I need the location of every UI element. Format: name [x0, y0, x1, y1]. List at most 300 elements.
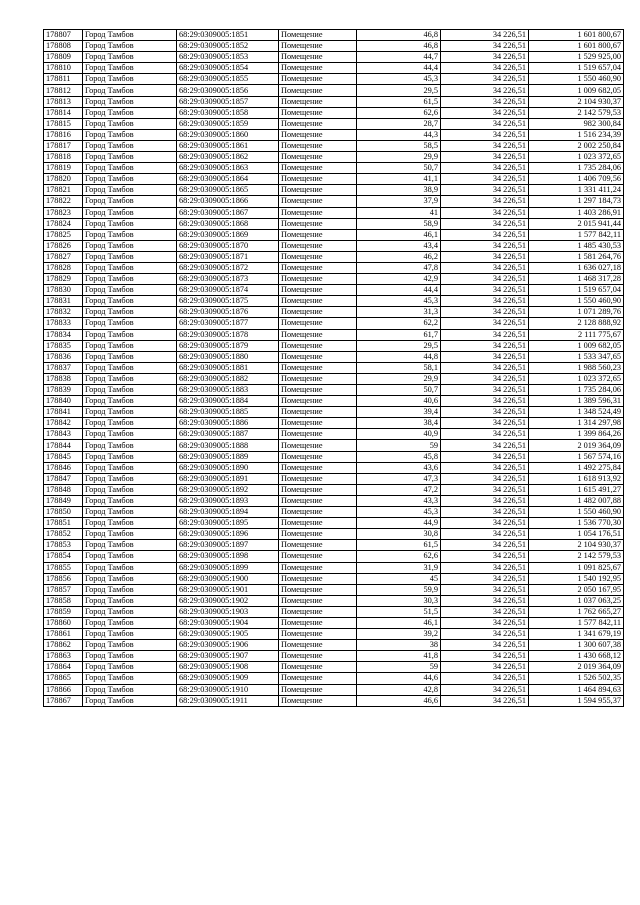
- area-cell: 30,3: [357, 595, 441, 606]
- unit-price-cell: 34 226,51: [441, 640, 529, 651]
- table-row: [44, 41, 624, 52]
- table-row: [44, 385, 624, 396]
- area-cell: 62,6: [357, 551, 441, 562]
- row-id-cell: 178859: [44, 606, 83, 617]
- table-row: [44, 662, 624, 673]
- row-id-cell: 178823: [44, 207, 83, 218]
- cadastral-value-cell: 1 399 864,26: [529, 429, 624, 440]
- unit-price-cell: 34 226,51: [441, 262, 529, 273]
- city-cell: Город Тамбов: [83, 617, 177, 628]
- cadastral-value-cell: 2 111 775,67: [529, 329, 624, 340]
- object-type-cell: Помещение: [279, 429, 357, 440]
- table-row: [44, 606, 624, 617]
- city-cell: Город Тамбов: [83, 673, 177, 684]
- cadastral-value-cell: 1 601 800,67: [529, 41, 624, 52]
- cadastral-number-cell: 68:29:0309005:1868: [177, 218, 279, 229]
- cadastral-number-cell: 68:29:0309005:1870: [177, 240, 279, 251]
- object-type-cell: Помещение: [279, 74, 357, 85]
- city-cell: Город Тамбов: [83, 296, 177, 307]
- row-id-cell: 178807: [44, 30, 83, 41]
- unit-price-cell: 34 226,51: [441, 495, 529, 506]
- cadastral-number-cell: 68:29:0309005:1876: [177, 307, 279, 318]
- unit-price-cell: 34 226,51: [441, 584, 529, 595]
- row-id-cell: 178812: [44, 85, 83, 96]
- row-id-cell: 178851: [44, 518, 83, 529]
- row-id-cell: 178835: [44, 340, 83, 351]
- table-row: [44, 262, 624, 273]
- unit-price-cell: 34 226,51: [441, 274, 529, 285]
- area-cell: 61,5: [357, 540, 441, 551]
- unit-price-cell: 34 226,51: [441, 662, 529, 673]
- cadastral-value-cell: 1 430 668,12: [529, 651, 624, 662]
- object-type-cell: Помещение: [279, 651, 357, 662]
- cadastral-value-cell: 2 019 364,09: [529, 662, 624, 673]
- row-id-cell: 178816: [44, 129, 83, 140]
- unit-price-cell: 34 226,51: [441, 473, 529, 484]
- cadastral-value-cell: 1 636 027,18: [529, 262, 624, 273]
- city-cell: Город Тамбов: [83, 462, 177, 473]
- unit-price-cell: 34 226,51: [441, 307, 529, 318]
- area-cell: 45,3: [357, 74, 441, 85]
- city-cell: Город Тамбов: [83, 129, 177, 140]
- unit-price-cell: 34 226,51: [441, 63, 529, 74]
- cadastral-number-cell: 68:29:0309005:1889: [177, 451, 279, 462]
- row-id-cell: 178857: [44, 584, 83, 595]
- area-cell: 29,5: [357, 340, 441, 351]
- unit-price-cell: 34 226,51: [441, 218, 529, 229]
- cadastral-number-cell: 68:29:0309005:1907: [177, 651, 279, 662]
- cadastral-number-cell: 68:29:0309005:1865: [177, 185, 279, 196]
- cadastral-value-cell: 2 104 930,37: [529, 96, 624, 107]
- cadastral-value-cell: 1 988 560,23: [529, 362, 624, 373]
- unit-price-cell: 34 226,51: [441, 207, 529, 218]
- city-cell: Город Тамбов: [83, 507, 177, 518]
- city-cell: Город Тамбов: [83, 185, 177, 196]
- row-id-cell: 178825: [44, 229, 83, 240]
- object-type-cell: Помещение: [279, 351, 357, 362]
- cadastral-number-cell: 68:29:0309005:1872: [177, 262, 279, 273]
- city-cell: Город Тамбов: [83, 562, 177, 573]
- unit-price-cell: 34 226,51: [441, 562, 529, 573]
- unit-price-cell: 34 226,51: [441, 362, 529, 373]
- object-type-cell: Помещение: [279, 507, 357, 518]
- area-cell: 40,6: [357, 396, 441, 407]
- city-cell: Город Тамбов: [83, 196, 177, 207]
- unit-price-cell: 34 226,51: [441, 617, 529, 628]
- unit-price-cell: 34 226,51: [441, 629, 529, 640]
- city-cell: Город Тамбов: [83, 484, 177, 495]
- cadastral-value-cell: 1 519 657,04: [529, 285, 624, 296]
- unit-price-cell: 34 226,51: [441, 251, 529, 262]
- row-id-cell: 178830: [44, 285, 83, 296]
- table-row: [44, 107, 624, 118]
- object-type-cell: Помещение: [279, 573, 357, 584]
- cadastral-number-cell: 68:29:0309005:1856: [177, 85, 279, 96]
- cadastral-number-cell: 68:29:0309005:1897: [177, 540, 279, 551]
- object-type-cell: Помещение: [279, 684, 357, 695]
- cadastral-number-cell: 68:29:0309005:1906: [177, 640, 279, 651]
- unit-price-cell: 34 226,51: [441, 540, 529, 551]
- object-type-cell: Помещение: [279, 107, 357, 118]
- row-id-cell: 178843: [44, 429, 83, 440]
- object-type-cell: Помещение: [279, 218, 357, 229]
- object-type-cell: Помещение: [279, 495, 357, 506]
- cadastral-number-cell: 68:29:0309005:1877: [177, 318, 279, 329]
- object-type-cell: Помещение: [279, 52, 357, 63]
- row-id-cell: 178826: [44, 240, 83, 251]
- city-cell: Город Тамбов: [83, 595, 177, 606]
- object-type-cell: Помещение: [279, 262, 357, 273]
- table-row: [44, 285, 624, 296]
- area-cell: 59: [357, 662, 441, 673]
- area-cell: 44,4: [357, 63, 441, 74]
- object-type-cell: Помещение: [279, 174, 357, 185]
- area-cell: 40,9: [357, 429, 441, 440]
- row-id-cell: 178833: [44, 318, 83, 329]
- city-cell: Город Тамбов: [83, 174, 177, 185]
- row-id-cell: 178861: [44, 629, 83, 640]
- cadastral-number-cell: 68:29:0309005:1854: [177, 63, 279, 74]
- unit-price-cell: 34 226,51: [441, 551, 529, 562]
- unit-price-cell: 34 226,51: [441, 573, 529, 584]
- row-id-cell: 178864: [44, 662, 83, 673]
- unit-price-cell: 34 226,51: [441, 518, 529, 529]
- table-row: [44, 196, 624, 207]
- cadastral-value-cell: 1 581 264,76: [529, 251, 624, 262]
- object-type-cell: Помещение: [279, 307, 357, 318]
- area-cell: 41,8: [357, 651, 441, 662]
- area-cell: 62,6: [357, 107, 441, 118]
- city-cell: Город Тамбов: [83, 96, 177, 107]
- table-row: [44, 617, 624, 628]
- table-row: [44, 640, 624, 651]
- cadastral-number-cell: 68:29:0309005:1857: [177, 96, 279, 107]
- city-cell: Город Тамбов: [83, 63, 177, 74]
- cadastral-value-cell: 1 735 284,06: [529, 385, 624, 396]
- area-cell: 59: [357, 440, 441, 451]
- row-id-cell: 178815: [44, 118, 83, 129]
- object-type-cell: Помещение: [279, 529, 357, 540]
- cadastral-value-cell: 1 464 894,63: [529, 684, 624, 695]
- table-row: [44, 96, 624, 107]
- table-row: [44, 484, 624, 495]
- area-cell: 62,2: [357, 318, 441, 329]
- table-row: [44, 63, 624, 74]
- object-type-cell: Помещение: [279, 240, 357, 251]
- cadastral-value-cell: 1 550 460,90: [529, 507, 624, 518]
- unit-price-cell: 34 226,51: [441, 30, 529, 41]
- unit-price-cell: 34 226,51: [441, 240, 529, 251]
- object-type-cell: Помещение: [279, 85, 357, 96]
- city-cell: Город Тамбов: [83, 52, 177, 63]
- area-cell: 41,1: [357, 174, 441, 185]
- table-row: [44, 85, 624, 96]
- area-cell: 58,5: [357, 140, 441, 151]
- object-type-cell: Помещение: [279, 484, 357, 495]
- cadastral-number-cell: 68:29:0309005:1902: [177, 595, 279, 606]
- cadastral-number-cell: 68:29:0309005:1888: [177, 440, 279, 451]
- area-cell: 39,2: [357, 629, 441, 640]
- area-cell: 46,8: [357, 41, 441, 52]
- table-row: [44, 396, 624, 407]
- table-row: [44, 440, 624, 451]
- cadastral-value-cell: 1 526 502,35: [529, 673, 624, 684]
- unit-price-cell: 34 226,51: [441, 451, 529, 462]
- city-cell: Город Тамбов: [83, 584, 177, 595]
- cadastral-number-cell: 68:29:0309005:1908: [177, 662, 279, 673]
- cadastral-value-cell: 1 314 297,98: [529, 418, 624, 429]
- row-id-cell: 178849: [44, 495, 83, 506]
- unit-price-cell: 34 226,51: [441, 529, 529, 540]
- row-id-cell: 178862: [44, 640, 83, 651]
- table-row: [44, 240, 624, 251]
- cadastral-value-cell: 1 594 955,37: [529, 695, 624, 706]
- cadastral-number-cell: 68:29:0309005:1858: [177, 107, 279, 118]
- object-type-cell: Помещение: [279, 296, 357, 307]
- cadastral-value-cell: 1 037 063,25: [529, 595, 624, 606]
- city-cell: Город Тамбов: [83, 407, 177, 418]
- cadastral-number-cell: 68:29:0309005:1867: [177, 207, 279, 218]
- row-id-cell: 178866: [44, 684, 83, 695]
- city-cell: Город Тамбов: [83, 318, 177, 329]
- row-id-cell: 178809: [44, 52, 83, 63]
- object-type-cell: Помещение: [279, 462, 357, 473]
- cadastral-value-table: [43, 29, 624, 707]
- object-type-cell: Помещение: [279, 63, 357, 74]
- area-cell: 41: [357, 207, 441, 218]
- object-type-cell: Помещение: [279, 629, 357, 640]
- object-type-cell: Помещение: [279, 451, 357, 462]
- table-row: [44, 507, 624, 518]
- city-cell: Город Тамбов: [83, 684, 177, 695]
- city-cell: Город Тамбов: [83, 118, 177, 129]
- area-cell: 31,3: [357, 307, 441, 318]
- row-id-cell: 178813: [44, 96, 83, 107]
- area-cell: 44,9: [357, 518, 441, 529]
- row-id-cell: 178834: [44, 329, 83, 340]
- table-row: [44, 695, 624, 706]
- cadastral-value-cell: 1 406 709,56: [529, 174, 624, 185]
- object-type-cell: Помещение: [279, 373, 357, 384]
- cadastral-number-cell: 68:29:0309005:1883: [177, 385, 279, 396]
- object-type-cell: Помещение: [279, 140, 357, 151]
- cadastral-number-cell: 68:29:0309005:1910: [177, 684, 279, 695]
- table-row: [44, 573, 624, 584]
- unit-price-cell: 34 226,51: [441, 340, 529, 351]
- city-cell: Город Тамбов: [83, 385, 177, 396]
- cadastral-value-cell: 2 142 579,53: [529, 551, 624, 562]
- cadastral-value-cell: 1 533 347,65: [529, 351, 624, 362]
- row-id-cell: 178817: [44, 140, 83, 151]
- area-cell: 30,8: [357, 529, 441, 540]
- city-cell: Город Тамбов: [83, 163, 177, 174]
- unit-price-cell: 34 226,51: [441, 329, 529, 340]
- unit-price-cell: 34 226,51: [441, 296, 529, 307]
- city-cell: Город Тамбов: [83, 351, 177, 362]
- area-cell: 43,3: [357, 495, 441, 506]
- object-type-cell: Помещение: [279, 274, 357, 285]
- table-row: [44, 140, 624, 151]
- area-cell: 43,4: [357, 240, 441, 251]
- city-cell: Город Тамбов: [83, 495, 177, 506]
- cadastral-number-cell: 68:29:0309005:1890: [177, 462, 279, 473]
- row-id-cell: 178848: [44, 484, 83, 495]
- object-type-cell: Помещение: [279, 163, 357, 174]
- table-row: [44, 185, 624, 196]
- cadastral-value-cell: 2 050 167,95: [529, 584, 624, 595]
- cadastral-value-cell: 2 002 250,84: [529, 140, 624, 151]
- object-type-cell: Помещение: [279, 30, 357, 41]
- unit-price-cell: 34 226,51: [441, 174, 529, 185]
- cadastral-number-cell: 68:29:0309005:1886: [177, 418, 279, 429]
- cadastral-number-cell: 68:29:0309005:1893: [177, 495, 279, 506]
- row-id-cell: 178847: [44, 473, 83, 484]
- area-cell: 42,9: [357, 274, 441, 285]
- area-cell: 50,7: [357, 163, 441, 174]
- object-type-cell: Помещение: [279, 251, 357, 262]
- table-row: [44, 495, 624, 506]
- cadastral-value-cell: 1 519 657,04: [529, 63, 624, 74]
- city-cell: Город Тамбов: [83, 229, 177, 240]
- area-cell: 59,9: [357, 584, 441, 595]
- cadastral-number-cell: 68:29:0309005:1853: [177, 52, 279, 63]
- cadastral-number-cell: 68:29:0309005:1896: [177, 529, 279, 540]
- area-cell: 29,9: [357, 152, 441, 163]
- row-id-cell: 178822: [44, 196, 83, 207]
- unit-price-cell: 34 226,51: [441, 285, 529, 296]
- table-row: [44, 274, 624, 285]
- object-type-cell: Помещение: [279, 185, 357, 196]
- unit-price-cell: 34 226,51: [441, 385, 529, 396]
- row-id-cell: 178867: [44, 695, 83, 706]
- area-cell: 31,9: [357, 562, 441, 573]
- row-id-cell: 178836: [44, 351, 83, 362]
- cadastral-value-cell: 1 403 286,91: [529, 207, 624, 218]
- table-row: [44, 229, 624, 240]
- row-id-cell: 178828: [44, 262, 83, 273]
- cadastral-value-cell: 1 071 289,76: [529, 307, 624, 318]
- city-cell: Город Тамбов: [83, 429, 177, 440]
- table-row: [44, 418, 624, 429]
- object-type-cell: Помещение: [279, 673, 357, 684]
- cadastral-value-cell: 1 023 372,65: [529, 373, 624, 384]
- row-id-cell: 178837: [44, 362, 83, 373]
- row-id-cell: 178852: [44, 529, 83, 540]
- table-row: [44, 473, 624, 484]
- cadastral-number-cell: 68:29:0309005:1891: [177, 473, 279, 484]
- table-row: [44, 462, 624, 473]
- cadastral-value-cell: 2 142 579,53: [529, 107, 624, 118]
- cadastral-number-cell: 68:29:0309005:1878: [177, 329, 279, 340]
- cadastral-value-cell: 1 540 192,95: [529, 573, 624, 584]
- area-cell: 47,8: [357, 262, 441, 273]
- unit-price-cell: 34 226,51: [441, 118, 529, 129]
- city-cell: Город Тамбов: [83, 329, 177, 340]
- object-type-cell: Помещение: [279, 318, 357, 329]
- object-type-cell: Помещение: [279, 118, 357, 129]
- table-row: [44, 351, 624, 362]
- object-type-cell: Помещение: [279, 695, 357, 706]
- area-cell: 37,9: [357, 196, 441, 207]
- row-id-cell: 178865: [44, 673, 83, 684]
- table-row: [44, 673, 624, 684]
- cadastral-number-cell: 68:29:0309005:1882: [177, 373, 279, 384]
- city-cell: Город Тамбов: [83, 85, 177, 96]
- city-cell: Город Тамбов: [83, 207, 177, 218]
- table-body: [44, 30, 624, 707]
- city-cell: Город Тамбов: [83, 473, 177, 484]
- unit-price-cell: 34 226,51: [441, 684, 529, 695]
- table-row: [44, 595, 624, 606]
- unit-price-cell: 34 226,51: [441, 129, 529, 140]
- cadastral-value-cell: 1 482 007,88: [529, 495, 624, 506]
- table-row: [44, 684, 624, 695]
- row-id-cell: 178842: [44, 418, 83, 429]
- table-row: [44, 251, 624, 262]
- object-type-cell: Помещение: [279, 407, 357, 418]
- document-page: [43, 29, 623, 707]
- cadastral-number-cell: 68:29:0309005:1904: [177, 617, 279, 628]
- table-row: [44, 218, 624, 229]
- city-cell: Город Тамбов: [83, 140, 177, 151]
- object-type-cell: Помещение: [279, 617, 357, 628]
- object-type-cell: Помещение: [279, 129, 357, 140]
- cadastral-number-cell: 68:29:0309005:1862: [177, 152, 279, 163]
- object-type-cell: Помещение: [279, 362, 357, 373]
- city-cell: Город Тамбов: [83, 362, 177, 373]
- city-cell: Город Тамбов: [83, 218, 177, 229]
- city-cell: Город Тамбов: [83, 307, 177, 318]
- cadastral-number-cell: 68:29:0309005:1884: [177, 396, 279, 407]
- cadastral-number-cell: 68:29:0309005:1864: [177, 174, 279, 185]
- unit-price-cell: 34 226,51: [441, 229, 529, 240]
- table-row: [44, 551, 624, 562]
- row-id-cell: 178811: [44, 74, 83, 85]
- unit-price-cell: 34 226,51: [441, 107, 529, 118]
- table-row: [44, 30, 624, 41]
- table-row: [44, 584, 624, 595]
- cadastral-value-cell: 1 009 682,05: [529, 340, 624, 351]
- area-cell: 44,4: [357, 285, 441, 296]
- object-type-cell: Помещение: [279, 396, 357, 407]
- object-type-cell: Помещение: [279, 329, 357, 340]
- area-cell: 46,2: [357, 251, 441, 262]
- cadastral-number-cell: 68:29:0309005:1855: [177, 74, 279, 85]
- cadastral-value-cell: 1 023 372,65: [529, 152, 624, 163]
- unit-price-cell: 34 226,51: [441, 373, 529, 384]
- object-type-cell: Помещение: [279, 584, 357, 595]
- cadastral-value-cell: 1 492 275,84: [529, 462, 624, 473]
- row-id-cell: 178824: [44, 218, 83, 229]
- table-row: [44, 152, 624, 163]
- area-cell: 46,1: [357, 229, 441, 240]
- row-id-cell: 178831: [44, 296, 83, 307]
- city-cell: Город Тамбов: [83, 418, 177, 429]
- area-cell: 61,7: [357, 329, 441, 340]
- cadastral-value-cell: 1 529 925,00: [529, 52, 624, 63]
- table-row: [44, 74, 624, 85]
- table-row: [44, 651, 624, 662]
- object-type-cell: Помещение: [279, 595, 357, 606]
- cadastral-number-cell: 68:29:0309005:1871: [177, 251, 279, 262]
- table-row: [44, 118, 624, 129]
- cadastral-value-cell: 1 091 825,67: [529, 562, 624, 573]
- object-type-cell: Помещение: [279, 418, 357, 429]
- row-id-cell: 178821: [44, 185, 83, 196]
- object-type-cell: Помещение: [279, 473, 357, 484]
- cadastral-value-cell: 1 550 460,90: [529, 296, 624, 307]
- cadastral-value-cell: 1 297 184,73: [529, 196, 624, 207]
